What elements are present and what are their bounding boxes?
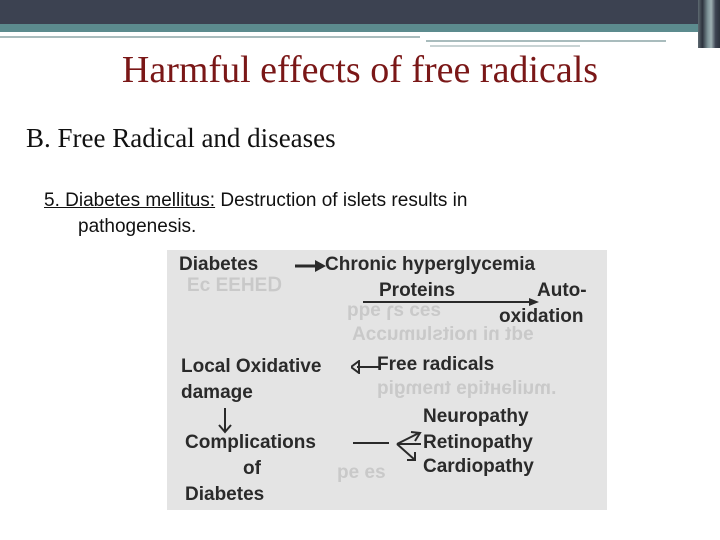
label-diabetes: Diabetes: [179, 254, 259, 275]
bleed-through-text: ƨɘɔ ƨɿ ɘqq: [347, 300, 441, 321]
bullet-label: 5. Diabetes mellitus:: [44, 190, 216, 211]
header-bar: [0, 0, 720, 24]
label-cardiopathy: Cardiopathy: [423, 456, 534, 477]
slide-subtitle: B. Free Radical and diseases: [26, 123, 336, 153]
slide-title: Harmful effects of free radicals: [121, 49, 599, 91]
bullet-text-continued: pathogenesis.: [78, 216, 197, 237]
label-retinopathy: Retinopathy: [423, 432, 533, 453]
arrow-down-icon: [217, 408, 233, 434]
label-free-radicals: Free radicals: [377, 354, 495, 375]
header-corner-strip: [698, 0, 720, 48]
branch-arrows-icon: [353, 430, 425, 466]
arrow-right-icon: [293, 258, 327, 274]
bleed-through-text: ɘd⁣t ni noitslumuɔɔA: [352, 324, 534, 345]
label-complications: Complications: [185, 432, 316, 453]
header-rule-right: [426, 40, 666, 42]
label-neuropathy: Neuropathy: [423, 406, 529, 427]
bleed-through-text: .muiləʜtiqɘ tnɘmgiq: [377, 378, 557, 399]
diabetes-pathway-figure: [167, 250, 607, 510]
header-rule-left: [0, 36, 420, 38]
bleed-through-text: ᗡƎHƎƎ ɔƎ: [187, 275, 282, 296]
label-proteins: Proteins: [379, 280, 456, 301]
label-auto: Auto-: [537, 280, 587, 301]
header-accent-bar: [0, 24, 720, 32]
label-diabetes-bottom: Diabetes: [185, 484, 265, 505]
label-local-oxidative: Local Oxidative: [181, 356, 322, 377]
label-damage: damage: [181, 382, 253, 403]
bleed-through-text: ƨɘ ɘq: [337, 462, 386, 483]
bullet-text: Destruction of islets results in: [215, 190, 468, 211]
label-of: of: [243, 458, 261, 479]
label-chronic-hyperglycemia: Chronic hyperglycemia: [325, 254, 536, 275]
label-oxidation: oxidation: [499, 306, 584, 327]
bullet-point: [44, 188, 604, 240]
